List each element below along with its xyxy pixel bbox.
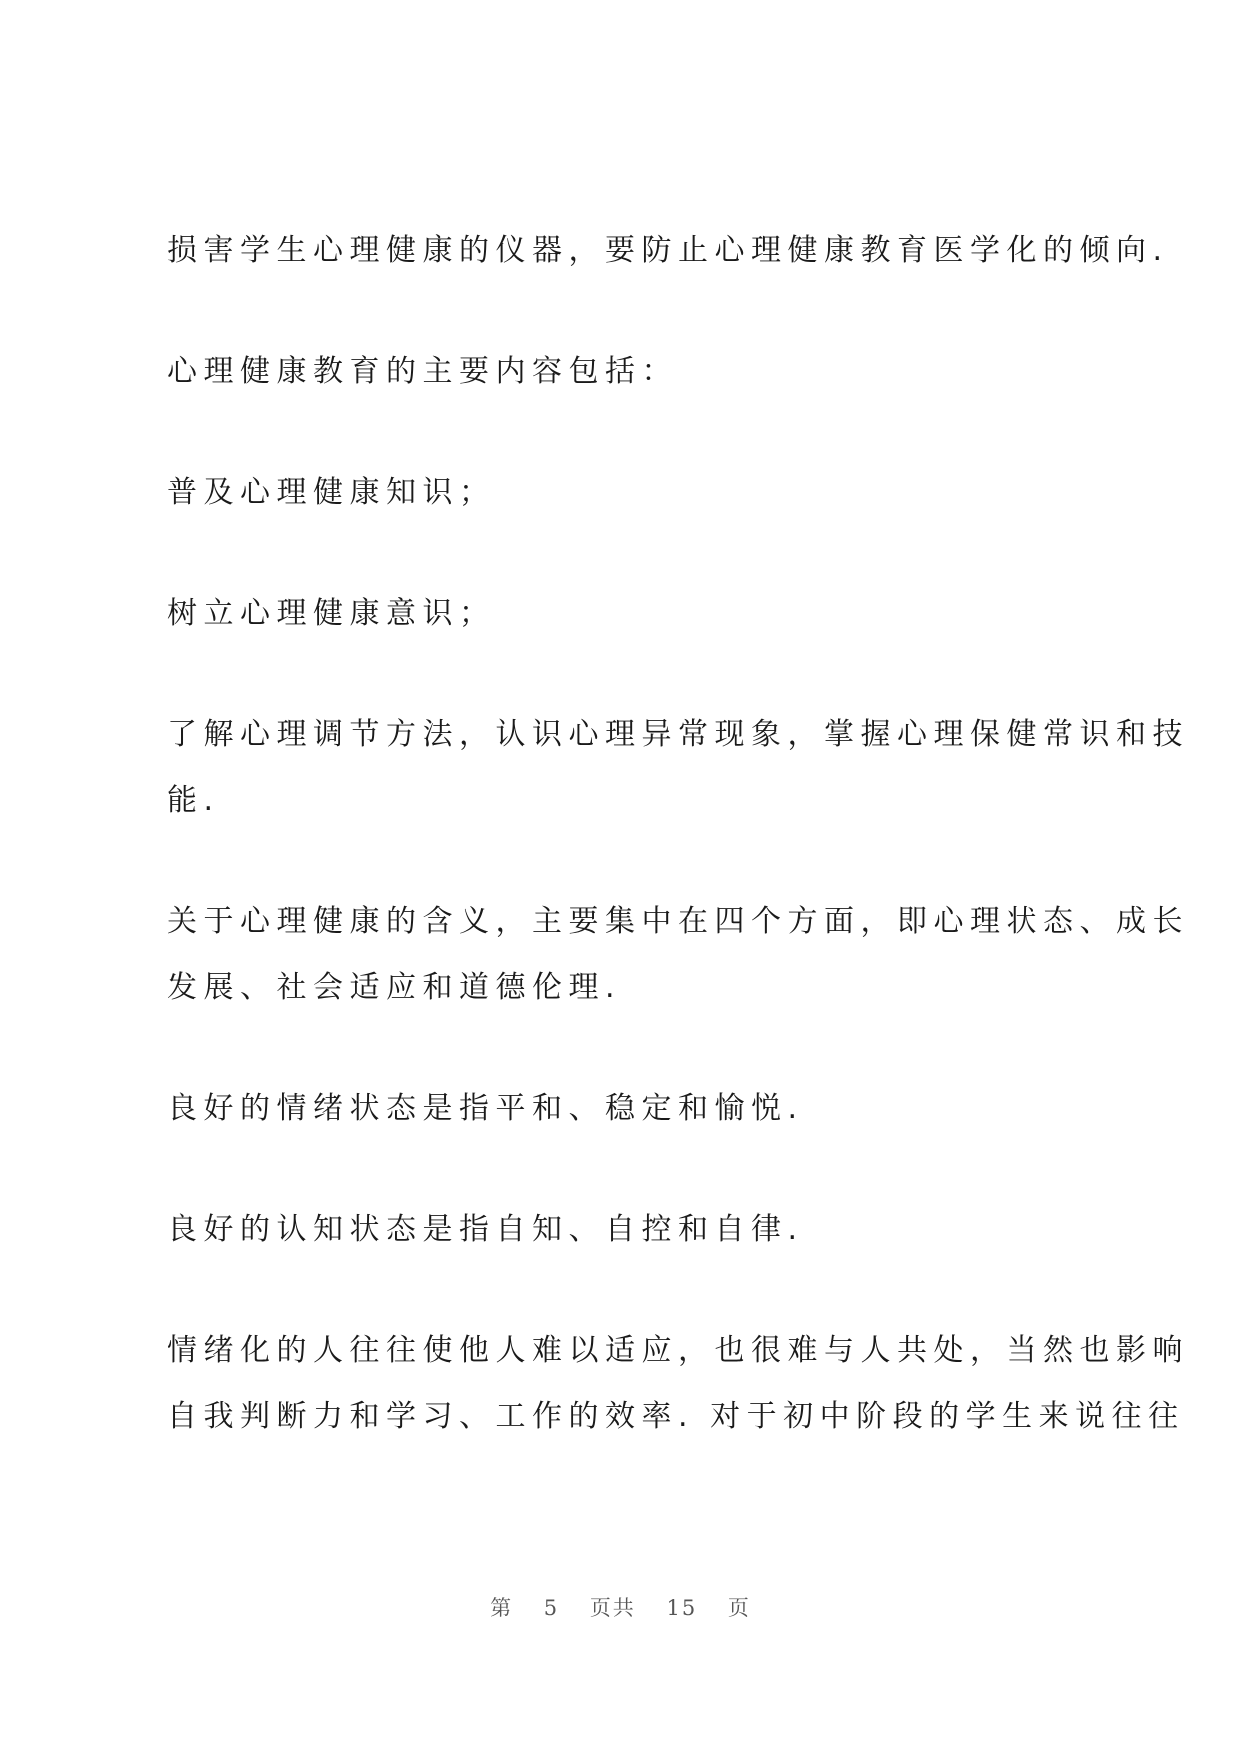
paragraph-4: [167, 581, 1092, 647]
paragraph-line: 关于心理健康的含义，主要集中在四个方面，即心理状态、成长: [167, 904, 1189, 939]
paragraph-line: 发展、社会适应和道德伦理.: [167, 970, 622, 1005]
footer-current-page: 5: [543, 1596, 560, 1620]
paragraph-1: [167, 218, 1169, 284]
paragraph-line: 树立心理健康意识；: [167, 596, 496, 631]
footer-prefix: 第: [490, 1596, 514, 1620]
footer-total-pages: 15: [666, 1596, 698, 1620]
paragraph-line: 了解心理调节方法，认识心理异常现象，掌握心理保健常识和技: [167, 717, 1189, 752]
footer-suffix: 页: [727, 1596, 751, 1620]
paragraph-3: [167, 460, 1092, 526]
paragraph-line: 心理健康教育的主要内容包括：: [167, 354, 678, 389]
paragraph-line: 能.: [167, 783, 220, 818]
paragraph-8: [167, 1197, 1092, 1263]
paragraph-line: 良好的认知状态是指自知、自控和自律.: [167, 1212, 804, 1247]
paragraph-6: [167, 889, 1189, 1021]
paragraph-9: [167, 1318, 1189, 1450]
paragraph-line: 普及心理健康知识；: [167, 475, 496, 510]
paragraph-2: [167, 339, 1092, 405]
paragraph-line: 情绪化的人往往使他人难以适应，也很难与人共处，当然也影响: [167, 1333, 1189, 1368]
paragraph-5: [167, 702, 1189, 834]
paragraph-line: 良好的情绪状态是指平和、稳定和愉悦.: [167, 1091, 804, 1126]
paragraph-line: 自我判断力和学习、工作的效率. 对于初中阶段的学生来说往往: [167, 1399, 1185, 1434]
paragraph-7: [167, 1076, 1092, 1142]
footer-middle: 页共: [589, 1596, 636, 1620]
paragraph-line: 损害学生心理健康的仪器，要防止心理健康教育医学化的倾向.: [167, 233, 1169, 268]
page-footer: [0, 1592, 1241, 1622]
